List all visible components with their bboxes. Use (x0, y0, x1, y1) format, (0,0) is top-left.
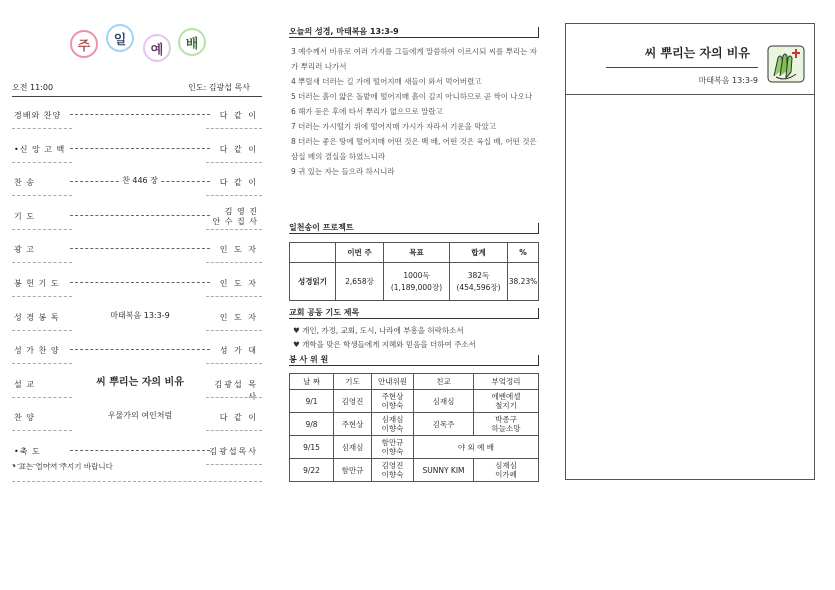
verse: 6 해가 돋은 후에 타서 뿌리가 없으므로 말랐고 (291, 107, 443, 116)
person-line: 안 수 집 사 (212, 216, 258, 226)
service-item-person: 다 같 이 (219, 144, 258, 154)
cell-line: 이향숙 (381, 401, 404, 410)
table-row (290, 413, 539, 436)
dotted-leader (70, 248, 210, 249)
divider (206, 262, 262, 263)
table-cell: 9/1 (290, 390, 334, 413)
divider (12, 363, 72, 364)
service-item-person: 김광섭목사 (209, 447, 258, 456)
title-char: 일 (106, 24, 134, 52)
cell-line: 심재심 (381, 415, 404, 424)
divider (12, 162, 72, 163)
divider (538, 27, 539, 37)
sermon-page (565, 23, 815, 480)
table-cell: 2,658장 (336, 263, 384, 301)
service-item (12, 206, 262, 227)
table-cell: 함만규 (334, 459, 372, 482)
table-cell (474, 413, 539, 436)
cell-line: 심재심 (495, 461, 517, 470)
divider (289, 37, 539, 38)
cell-line: 이향숙 (381, 424, 404, 433)
table-header: 안내위원 (372, 374, 414, 390)
service-item (12, 343, 262, 361)
table-cell (372, 459, 414, 482)
verse: 4 뿌릴새 더러는 길 가에 떨어지매 새들이 와서 먹어버렸고 (291, 77, 482, 86)
service-item-label: 성 가 찬 양 (14, 346, 60, 356)
service-item-person (206, 207, 258, 227)
service-item-person: 인 도 자 (219, 312, 258, 322)
service-item-detail-text: 마태복음 13:3-9 (107, 311, 172, 320)
table-cell: 김영진 (334, 390, 372, 413)
service-item-label: 봉 헌 기 도 (14, 279, 60, 288)
cell-line: 이향숙 (381, 470, 404, 479)
table-header: 이번 주 (336, 243, 384, 263)
service-item (12, 410, 262, 428)
service-item (12, 310, 262, 328)
verse: 8 더러는 좋은 땅에 떨어지매 어떤 것은 백 배, 어떤 것은 육십 배, 어떤 것은 삼십 배의 결실을 하였느니라 (291, 137, 537, 161)
divider (206, 397, 262, 398)
cell-line: 1000독 (403, 270, 430, 280)
service-item-detail-text: 찬 446 장 (119, 176, 161, 185)
service-item-detail (70, 310, 210, 322)
service-item-label: 성 경 봉 독 (14, 312, 60, 322)
table-row (290, 390, 539, 413)
service-item (12, 376, 262, 401)
service-item (12, 242, 262, 260)
table-cell: SUNNY KIM (414, 459, 474, 482)
divider (12, 430, 72, 431)
service-item-person: 인 도 자 (219, 245, 258, 255)
service-item-label: •신 앙 고 백 (14, 144, 66, 154)
standing-note: • 표는 일어서 주시기 바랍니다 (12, 462, 113, 471)
divider (538, 355, 539, 365)
prayer-heading: 교회 공동 기도 제목 (289, 308, 360, 317)
table-cell: 9/22 (290, 459, 334, 482)
cell-line: 김영진 (381, 461, 404, 470)
person-line: 김 영 진 (224, 206, 258, 216)
cell-line: 하늘소망 (491, 424, 521, 433)
table-header: 목표 (384, 243, 450, 263)
service-item-label: 찬 송 (14, 178, 35, 188)
table-row (290, 436, 539, 459)
divider (538, 308, 539, 318)
table-header: % (508, 243, 539, 263)
scripture-text (291, 44, 537, 179)
table-header: 날 짜 (290, 374, 334, 390)
praying-hands-icon (766, 44, 806, 84)
service-item-person: 다 같 이 (219, 178, 258, 188)
table-header: 친교 (414, 374, 474, 390)
dotted-leader (70, 114, 210, 115)
divider (12, 330, 72, 331)
table-cell (474, 459, 539, 482)
table-cell (384, 263, 450, 301)
dotted-leader (70, 215, 210, 216)
service-item-label: 설 교 (14, 379, 35, 389)
service-item-detail (70, 377, 210, 389)
divider (12, 96, 262, 97)
cell-line: 382독 (467, 270, 490, 280)
cell-line: 에벤에셀 (491, 392, 521, 401)
divider (606, 67, 758, 68)
divider (206, 330, 262, 331)
duty-heading: 봉 사 위 원 (289, 355, 329, 364)
verse: 5 더러는 흙이 얇은 돌밭에 떨어지매 흙이 깊지 아니하므로 곧 싹이 나오나 (291, 92, 533, 101)
table-cell (372, 436, 414, 459)
service-item-detail-text: 우물가의 여인처럼 (105, 411, 175, 420)
divider (12, 296, 72, 297)
divider (206, 464, 262, 465)
divider (12, 195, 72, 196)
cell-line: 이가페 (495, 470, 517, 479)
cell-line: 철지기 (495, 401, 517, 410)
table-cell: 주현상 (334, 413, 372, 436)
table-row (290, 263, 539, 301)
dotted-leader (70, 282, 210, 283)
service-item (12, 175, 262, 193)
table-cell: 야 외 예 배 (414, 436, 539, 459)
service-item-person: 김광섭 목사 (214, 379, 258, 401)
table-cell: 9/8 (290, 413, 334, 436)
title-char: 주 (70, 30, 98, 58)
table-cell (372, 390, 414, 413)
service-item (12, 444, 262, 462)
project-table (289, 242, 539, 301)
table-cell (450, 263, 508, 301)
service-item-detail (70, 410, 210, 422)
service-item-person: 다 같 이 (219, 111, 258, 120)
title-char: 배 (178, 28, 206, 56)
divider (206, 128, 262, 129)
dotted-leader (70, 450, 210, 451)
table-header: 합계 (450, 243, 508, 263)
cell-line: 함만규 (381, 438, 404, 447)
divider (289, 318, 539, 319)
verse: 7 더러는 가시떨기 위에 떨어지매 가시가 자라서 기운을 막았고 (291, 122, 496, 131)
service-item-detail-text: 씨 뿌리는 자의 비유 (93, 377, 187, 388)
table-header: 기도 (334, 374, 372, 390)
dotted-leader (70, 349, 210, 350)
service-leader: 인도: 김광섭 목사 (188, 83, 250, 92)
divider (12, 397, 72, 398)
project-heading: 일천송이 프로젝트 (289, 223, 354, 232)
service-item-label: 경배와 찬양 (14, 111, 62, 120)
worship-title (66, 24, 216, 70)
table-header (290, 243, 336, 263)
service-item-person: 다 같 이 (219, 413, 258, 423)
sermon-page-title: 씨 뿌리는 자의 비유 (644, 46, 750, 60)
divider (289, 365, 539, 366)
divider (12, 229, 72, 230)
divider (289, 233, 539, 234)
divider (206, 296, 262, 297)
divider (12, 262, 72, 263)
verse: 9 귀 있는 자는 들으라 하시니라 (291, 167, 395, 176)
table-cell (372, 413, 414, 436)
table-cell: 심재심 (414, 390, 474, 413)
service-item (12, 276, 262, 294)
service-item-label: 광 고 (14, 245, 35, 255)
table-header: 부엌정리 (474, 374, 539, 390)
divider (12, 481, 262, 482)
table-cell: 심재심 (334, 436, 372, 459)
duty-table (289, 373, 539, 482)
service-item-person: 성 가 대 (219, 346, 258, 356)
service-item-label: 찬 양 (14, 413, 35, 423)
title-char: 예 (143, 34, 171, 62)
service-item (12, 142, 262, 160)
cell-line: (1,189,000장) (390, 282, 443, 292)
divider (206, 195, 262, 196)
prayer-item: ♥ 개인, 가정, 교회, 도시, 나라에 부흥을 허락하소서 (293, 326, 464, 335)
divider (566, 94, 814, 95)
divider (206, 363, 262, 364)
service-time: 오전 11:00 (12, 83, 54, 92)
cell-line: 이향숙 (381, 447, 404, 456)
divider (206, 430, 262, 431)
table-cell: 38.23% (508, 263, 539, 301)
sermon-reference: 마태복음 13:3-9 (698, 76, 758, 85)
service-time-row (12, 82, 262, 94)
table-row (290, 459, 539, 482)
cell-line: 박종구 (495, 415, 517, 424)
divider (206, 162, 262, 163)
service-item (12, 108, 262, 126)
cell-line: (454,596장) (456, 282, 501, 292)
table-cell: 성경읽기 (290, 263, 336, 301)
divider (12, 128, 72, 129)
prayer-item: ♥ 개학을 맞은 학생들에게 지혜와 믿음을 더하여 주소서 (293, 340, 476, 349)
cell-line: 주현상 (381, 392, 404, 401)
service-item-label: •축 도 (14, 447, 41, 456)
divider (538, 223, 539, 233)
table-cell: 김목주 (414, 413, 474, 436)
table-cell: 9/15 (290, 436, 334, 459)
dotted-leader (70, 148, 210, 149)
table-cell (474, 390, 539, 413)
service-item-detail (70, 175, 210, 187)
service-item-label: 기 도 (14, 211, 35, 221)
verse: 3 예수께서 비유로 여러 가지를 그들에게 말씀하여 이르시되 씨를 뿌리는 자가 뿌리러 나가서 (291, 47, 537, 71)
divider (206, 229, 262, 230)
service-item-person: 인 도 자 (219, 279, 258, 288)
scripture-heading: 오늘의 성경, 마태복음 13:3-9 (289, 27, 399, 36)
